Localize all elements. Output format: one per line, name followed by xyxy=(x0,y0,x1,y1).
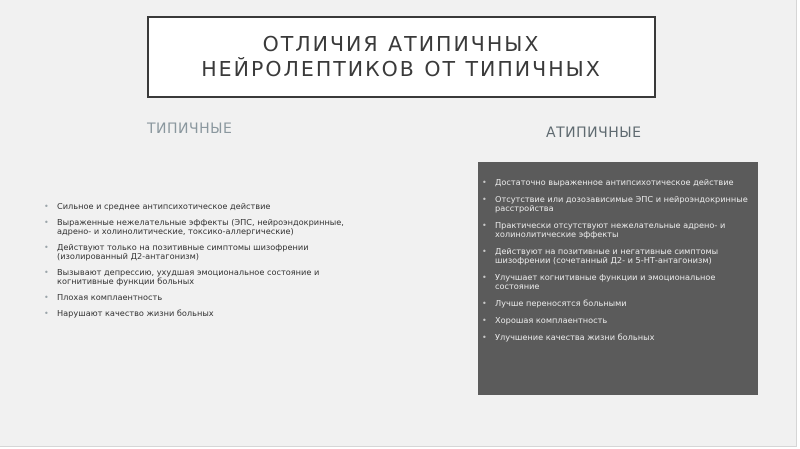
list-item xyxy=(482,195,758,213)
list-item-text: Сильное и среднее антипсихотическое действие xyxy=(57,201,271,211)
list-item xyxy=(44,309,344,318)
list-item-text: Нарушают качество жизни больных xyxy=(57,308,214,318)
bullet-icon: • xyxy=(482,316,487,325)
bullet-icon: • xyxy=(482,247,487,256)
bullet-icon: • xyxy=(44,218,49,227)
bullet-icon: • xyxy=(44,202,49,211)
bullet-icon: • xyxy=(482,178,487,187)
list-item-text: Выраженные нежелательные эффекты (ЭПС, нейроэндокринные, адрено- и холинолитические, токсико-аллергические) xyxy=(57,217,344,236)
list-item-text: Практически отсутствуют нежелательные адрено- и холинолитические эффекты xyxy=(495,220,726,239)
bullet-icon: • xyxy=(482,221,487,230)
bullet-icon: • xyxy=(482,195,487,204)
bullet-icon: • xyxy=(482,299,487,308)
bullet-icon: • xyxy=(482,333,487,342)
bullet-icon: • xyxy=(44,309,49,318)
bullet-icon: • xyxy=(44,293,49,302)
list-item-text: Отсутствие или дозозависимые ЭПС и нейроэндокринные расстройства xyxy=(495,194,748,213)
list-item xyxy=(44,202,344,211)
list-item xyxy=(44,243,344,261)
list-item-text: Лучше переносятся больными xyxy=(495,298,627,308)
list-item xyxy=(482,316,758,325)
typical-heading: ТИПИЧНЫЕ xyxy=(147,121,233,137)
list-item-text: Плохая комплаентность xyxy=(57,292,163,302)
list-item-text: Улучшение качества жизни больных xyxy=(495,332,655,342)
list-item-text: Действуют только на позитивные симптомы шизофрении (изолированный Д2-антагонизм) xyxy=(57,242,309,261)
list-item-text: Улучшает когнитивные функции и эмоциональное состояние xyxy=(495,272,716,291)
list-item xyxy=(482,178,758,187)
bullet-icon: • xyxy=(44,268,49,277)
list-item xyxy=(482,299,758,308)
slide-title: ОТЛИЧИЯ АТИПИЧНЫХ НЕЙРОЛЕПТИКОВ ОТ ТИПИЧНЫХ xyxy=(201,32,602,81)
list-item-text: Вызывают депрессию, ухудшая эмоциональное состояние и когнитивные функции больных xyxy=(57,267,320,286)
list-item-text: Хорошая комплаентность xyxy=(495,315,608,325)
atypical-list xyxy=(482,178,758,350)
list-item xyxy=(482,273,758,291)
bullet-icon: • xyxy=(482,273,487,282)
atypical-panel xyxy=(478,162,758,395)
bullet-icon: • xyxy=(44,243,49,252)
list-item-text: Достаточно выраженное антипсихотическое действие xyxy=(495,177,734,187)
list-item xyxy=(44,268,344,286)
list-item xyxy=(482,221,758,239)
list-item xyxy=(44,293,344,302)
list-item xyxy=(482,333,758,342)
title-box xyxy=(147,16,656,98)
list-item xyxy=(482,247,758,265)
list-item-text: Действуют на позитивные и негативные симптомы шизофрении (сочетанный Д2- и 5-НТ-антагонизм) xyxy=(495,246,719,265)
typical-list xyxy=(44,202,344,325)
atypical-heading: АТИПИЧНЫЕ xyxy=(546,125,642,141)
list-item xyxy=(44,218,344,236)
